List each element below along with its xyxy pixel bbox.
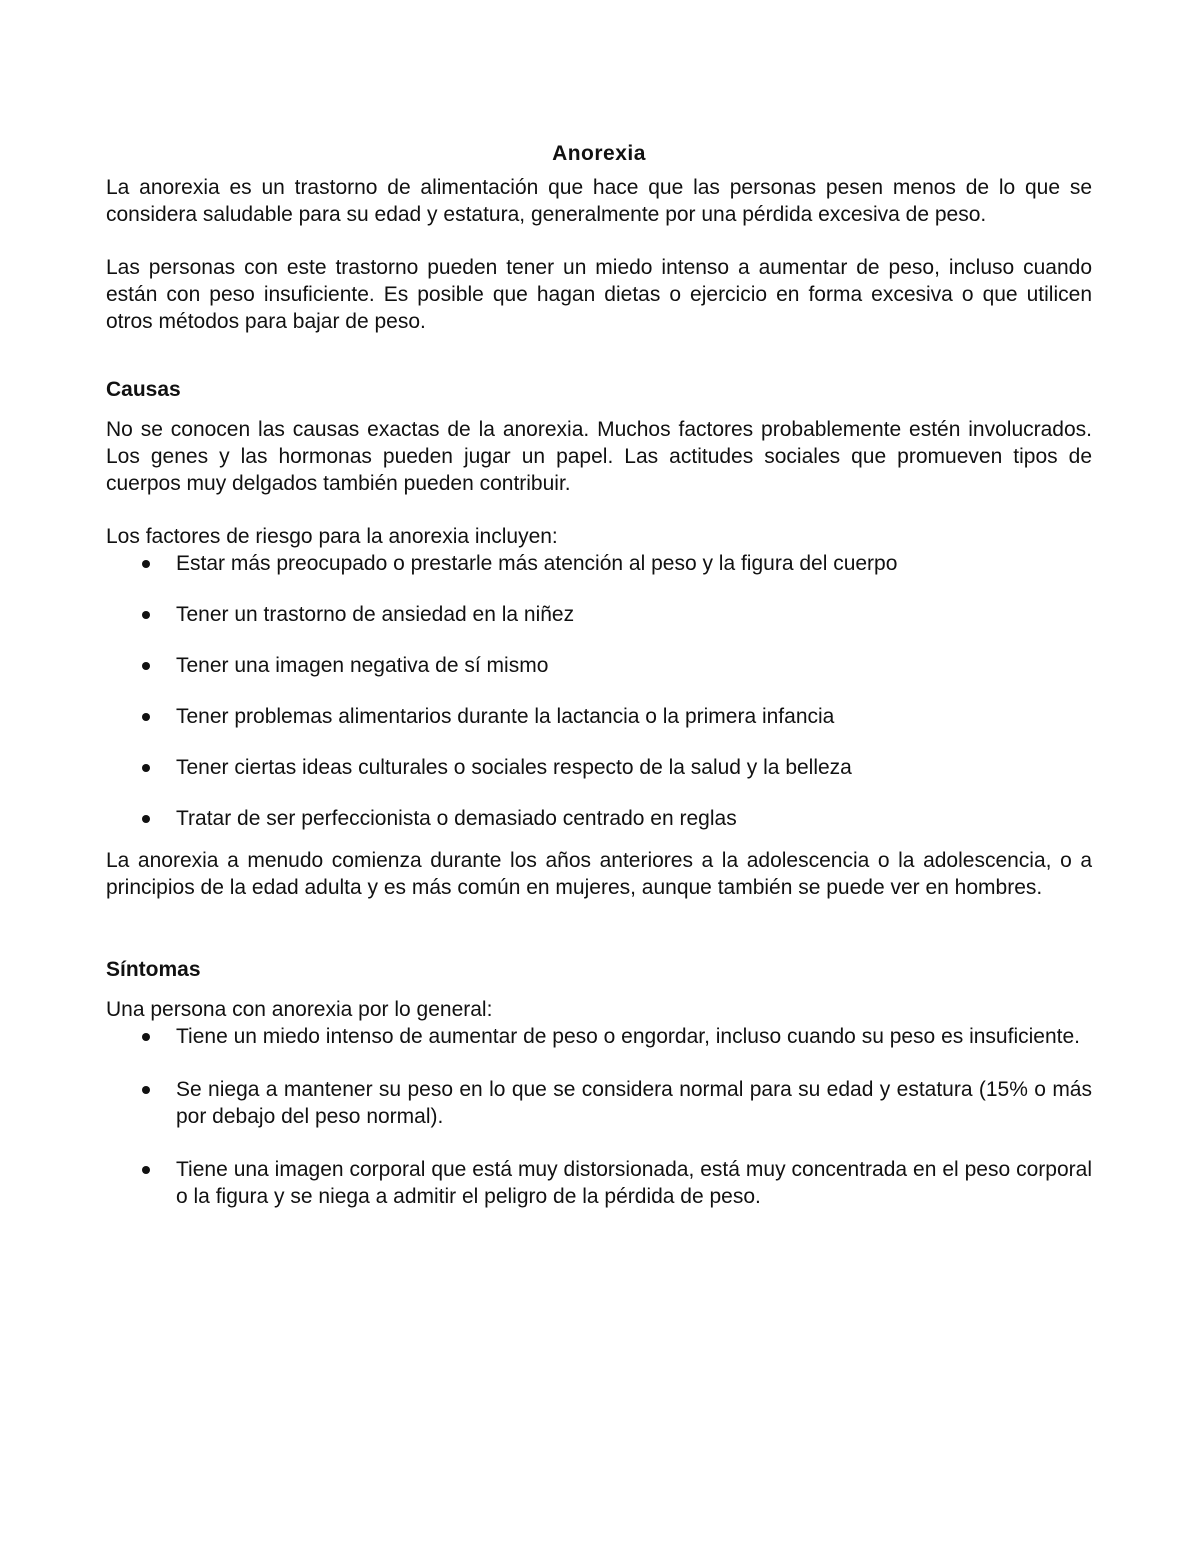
list-item-text: Tiene una imagen corporal que está muy distorsionada, está muy concentrada en el peso corporal o la figura y se niega a admitir el peligro de la pérdida de peso. <box>176 1158 1092 1208</box>
bullet-icon <box>142 611 150 619</box>
document-title: Anorexia <box>552 142 646 165</box>
bullet-icon <box>142 713 150 721</box>
bullet-icon <box>142 560 150 568</box>
list-item-text: Tratar de ser perfeccionista o demasiado centrado en reglas <box>176 807 737 830</box>
intro-paragraph-2: Las personas con este trastorno pueden tener un miedo intenso a aumentar de peso, incluso cuando están con peso insuficiente. Es posible que hagan dietas o ejercicio en forma excesiva o que utilicen otros métodos para bajar de peso. <box>106 256 1092 333</box>
document-page <box>106 140 1092 1210</box>
symptoms-list <box>106 1023 1092 1210</box>
list-item <box>106 550 1092 577</box>
list-item <box>106 1023 1092 1050</box>
list-item-text: Tener problemas alimentarios durante la lactancia o la primera infancia <box>176 705 835 728</box>
list-item <box>106 601 1092 628</box>
section-heading-sintomas: Síntomas <box>106 958 201 981</box>
bullet-icon <box>142 1086 150 1094</box>
list-item-text: Tener ciertas ideas culturales o sociales respecto de la salud y la belleza <box>176 756 852 779</box>
bullet-icon <box>142 815 150 823</box>
list-item-text: Se niega a mantener su peso en lo que se considera normal para su edad y estatura (15% o más por debajo del peso normal). <box>176 1078 1092 1128</box>
bullet-icon <box>142 1166 150 1174</box>
list-item-text: Estar más preocupado o prestarle más atención al peso y la figura del cuerpo <box>176 552 898 575</box>
sintomas-intro: Una persona con anorexia por lo general: <box>106 998 493 1021</box>
intro-paragraph-1: La anorexia es un trastorno de alimentación que hace que las personas pesen menos de lo que se considera saludable para su edad y estatura, generalmente por una pérdida excesiva de peso. <box>106 176 1092 226</box>
bullet-icon <box>142 1033 150 1041</box>
list-item <box>106 754 1092 781</box>
bullet-icon <box>142 764 150 772</box>
list-item <box>106 805 1092 832</box>
risk-factors-list <box>106 550 1092 832</box>
bullet-icon <box>142 662 150 670</box>
causas-paragraph: No se conocen las causas exactas de la anorexia. Muchos factores probablemente estén involucrados. Los genes y las hormonas pueden jugar un papel. Las actitudes sociales que promueven tipos de cuerpos muy delgados también pueden contribuir. <box>106 418 1092 495</box>
section-heading-causas: Causas <box>106 378 181 401</box>
list-item <box>106 1076 1092 1130</box>
list-item-text: Tener un trastorno de ansiedad en la niñez <box>176 603 575 626</box>
risk-factors-intro: Los factores de riesgo para la anorexia incluyen: <box>106 525 558 548</box>
onset-paragraph: La anorexia a menudo comienza durante los años anteriores a la adolescencia o la adolescencia, o a principios de la edad adulta y es más común en mujeres, aunque también se puede ver en hombres. <box>106 849 1092 899</box>
list-item-text: Tiene un miedo intenso de aumentar de peso o engordar, incluso cuando su peso es insuficiente. <box>176 1025 1080 1048</box>
list-item <box>106 652 1092 679</box>
list-item <box>106 703 1092 730</box>
list-item <box>106 1156 1092 1210</box>
list-item-text: Tener una imagen negativa de sí mismo <box>176 654 549 677</box>
